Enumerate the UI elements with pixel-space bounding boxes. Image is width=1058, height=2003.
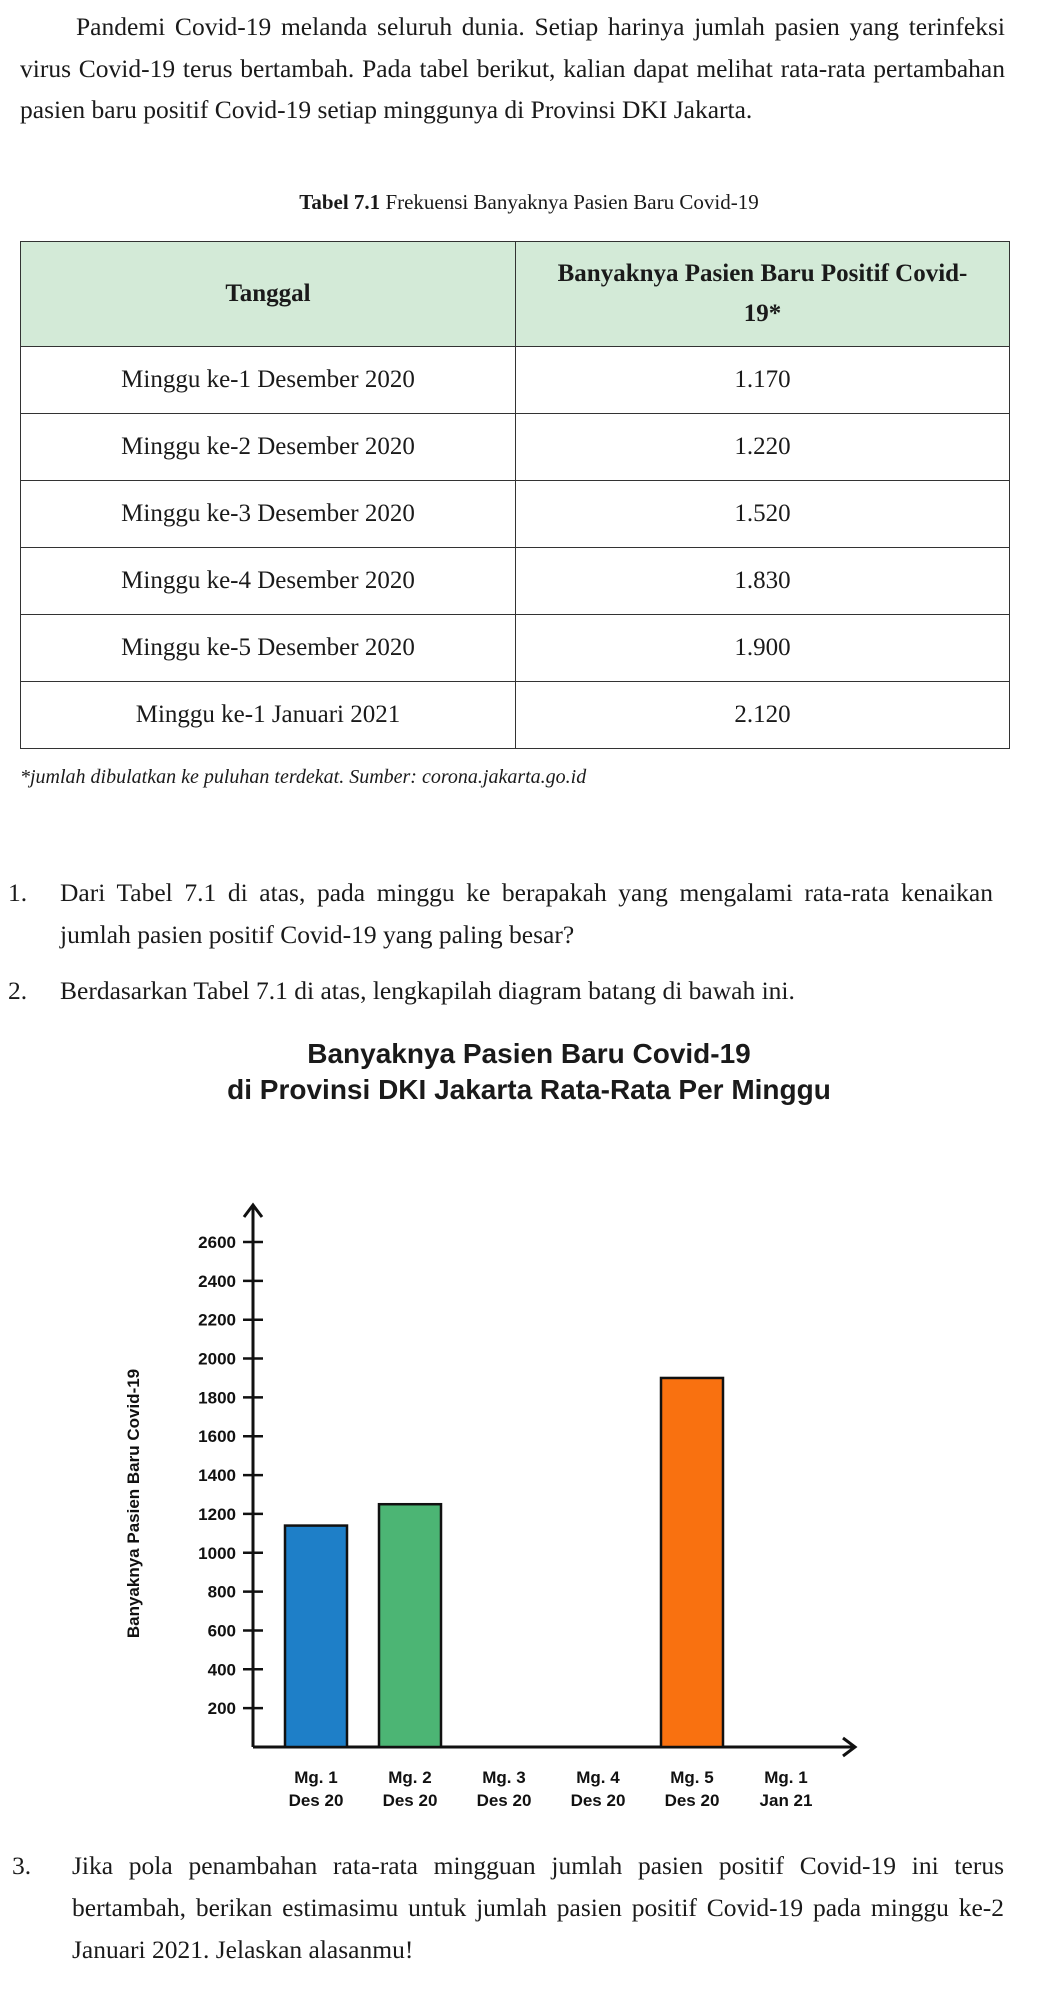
cell-tanggal: Minggu ke-1 Januari 2021 [21,682,516,749]
y-tick-label: 1800 [198,1388,236,1408]
x-tick-label: Mg. 4 [576,1768,620,1787]
y-tick-label: 400 [207,1660,236,1680]
table-row [21,615,1010,682]
header-jumlah: Banyaknya Pasien Baru Positif Covid-19* [516,242,1010,347]
y-tick-label: 800 [207,1582,236,1602]
table-row [21,548,1010,615]
table-row [21,682,1010,749]
x-tick-label: Des 20 [476,1791,532,1810]
x-tick-label: Jan 21 [759,1791,813,1810]
x-tick-label: Des 20 [288,1791,344,1810]
x-tick-label: Mg. 1 [294,1768,338,1787]
y-tick-label: 2200 [198,1310,236,1330]
x-tick-label: Mg. 1 [764,1768,808,1787]
cell-jumlah: 1.830 [516,548,1010,615]
table-caption-label: Tabel 7.1 [299,190,381,214]
intro-text: Pandemi Covid-19 melanda seluruh dunia. Setiap harinya jumlah pasien yang terinfeksi virus Covid-19 terus bertambah. Pada tabel berikut, kalian dapat melihat rata-rata pertambahan pasien baru positif Covid-19 setiap minggunya di Provinsi DKI Jakarta. [20,12,1005,124]
y-axis-label: Banyaknya Pasien Baru Covid-19 [124,1368,143,1639]
x-tick-label: Mg. 5 [670,1768,714,1787]
chart-title-line-2: di Provinsi DKI Jakarta Rata-Rata Per Minggu [227,1074,831,1105]
table-row [21,414,1010,481]
bar [285,1526,347,1747]
chart-title [0,1036,1058,1108]
y-tick-label: 1400 [198,1466,236,1486]
question-number: 2. [8,976,28,1005]
x-tick-label: Mg. 3 [482,1768,526,1787]
table-row [21,347,1010,414]
cell-tanggal: Minggu ke-2 Desember 2020 [21,414,516,481]
cell-tanggal: Minggu ke-1 Desember 2020 [21,347,516,414]
question-text: Berdasarkan Tabel 7.1 di atas, lengkapilah diagram batang di bawah ini. [60,976,795,1005]
y-tick-label: 1000 [198,1543,236,1563]
cell-jumlah: 2.120 [516,682,1010,749]
question-number: 1. [8,878,28,907]
x-tick-label: Des 20 [664,1791,720,1810]
y-tick-label: 600 [207,1621,236,1641]
cell-tanggal: Minggu ke-3 Desember 2020 [21,481,516,548]
question-3 [12,1845,1004,1971]
cell-jumlah: 1.900 [516,615,1010,682]
question-number: 3. [12,1851,32,1880]
bar [379,1504,441,1747]
table-caption-text: Frekuensi Banyaknya Pasien Baru Covid-19 [385,190,759,214]
cell-tanggal: Minggu ke-5 Desember 2020 [21,615,516,682]
table-header-row [21,242,1010,347]
x-tick-label: Des 20 [570,1791,626,1810]
y-tick-label: 1200 [198,1504,236,1524]
intro-paragraph [20,6,1005,131]
frequency-table [20,241,1010,749]
y-tick-label: 2000 [198,1349,236,1369]
y-tick-label: 2600 [198,1233,236,1252]
y-tick-label: 200 [207,1699,236,1719]
cell-jumlah: 1.520 [516,481,1010,548]
chart-title-line-1: Banyaknya Pasien Baru Covid-19 [307,1038,751,1069]
header-tanggal: Tanggal [21,242,516,347]
bar-chart [0,1180,1058,1830]
cell-tanggal: Minggu ke-4 Desember 2020 [21,548,516,615]
bar [661,1378,723,1747]
question-text: Dari Tabel 7.1 di atas, pada minggu ke berapakah yang mengalami rata-rata kenaikan jumlah pasien positif Covid-19 yang paling besar? [60,878,993,949]
cell-jumlah: 1.170 [516,347,1010,414]
y-tick-label: 1600 [198,1427,236,1447]
table-footnote: *jumlah dibulatkan ke puluhan terdekat. Sumber: corona.jakarta.go.id [20,766,587,788]
x-tick-label: Des 20 [382,1791,438,1810]
table-caption [0,190,1058,215]
cell-jumlah: 1.220 [516,414,1010,481]
table-row [21,481,1010,548]
y-tick-label: 2400 [198,1271,236,1291]
x-tick-label: Mg. 2 [388,1768,432,1787]
question-text: Jika pola penambahan rata-rata mingguan jumlah pasien positif Covid-19 ini terus bertambah, berikan estimasimu untuk jumlah pasien positif Covid-19 pada minggu ke-2 Januari 2021. Jelaskan alasanmu! [72,1851,1004,1964]
question-2 [8,970,993,1012]
question-1 [8,872,993,956]
